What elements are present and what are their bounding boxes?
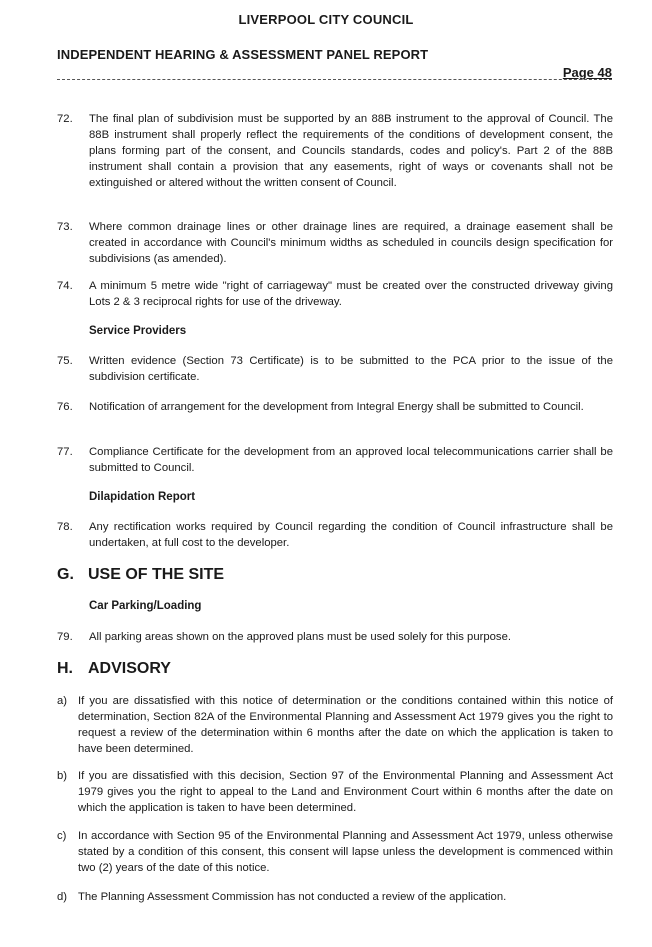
condition-74 <box>57 278 613 310</box>
advisory-label: b) <box>57 770 68 782</box>
condition-text: All parking areas shown on the approved plans must be used solely for this purpose. <box>89 631 511 643</box>
page-number: Page 48 <box>562 65 612 80</box>
condition-text: Any rectification works required by Council regarding the condition of Council infrastructure shall be undertaken, at full cost to the developer. <box>89 521 613 549</box>
condition-73 <box>57 219 613 267</box>
condition-number: 79. <box>57 631 73 643</box>
condition-77 <box>57 444 613 476</box>
council-name: LIVERPOOL CITY COUNCIL <box>238 12 414 27</box>
advisory-text: In accordance with Section 95 of the Environmental Planning and Assessment Act 1979, unless otherwise stated by a condition of this consent, this consent will lapse unless the development is commenced within two (2) years of the date of this notice. <box>78 830 613 874</box>
advisory-item-d <box>57 889 613 905</box>
condition-72 <box>57 111 613 191</box>
advisory-label: d) <box>57 891 68 903</box>
section-heading-advisory <box>57 659 171 679</box>
condition-text: Notification of arrangement for the development from Integral Energy shall be submitted to Council. <box>89 401 584 413</box>
condition-text: Written evidence (Section 73 Certificate) is to be submitted to the PCA prior to the issue of the subdivision certificate. <box>89 355 613 383</box>
report-title: INDEPENDENT HEARING & ASSESSMENT PANEL REPORT <box>57 47 429 62</box>
condition-number: 77. <box>57 446 73 458</box>
subheading-service-providers: Service Providers <box>89 325 187 337</box>
advisory-text: The Planning Assessment Commission has not conducted a review of the application. <box>78 891 507 903</box>
advisory-label: a) <box>57 695 68 707</box>
subheading-dilapidation-report: Dilapidation Report <box>89 491 196 503</box>
condition-number: 72. <box>57 113 73 125</box>
header-divider <box>57 79 612 80</box>
section-letter: G. <box>57 566 74 583</box>
condition-79 <box>57 629 613 645</box>
advisory-text: If you are dissatisfied with this notice of determination or the conditions contained within this notice of determination, Section 82A of the Environmental Planning and Assessment Act 1979 gives you the right to request a review of the determination within 6 months after the date on which the application is taken to have been determined. <box>78 695 613 755</box>
advisory-text: If you are dissatisfied with this decision, Section 97 of the Environmental Planning and Assessment Act 1979 gives you the right to appeal to the Land and Environment Court within 6 months after the date on which the application is taken to have been determined. <box>78 770 613 814</box>
advisory-item-b <box>57 768 613 816</box>
condition-text: Where common drainage lines or other drainage lines are required, a drainage easement shall be created in accordance with Council's minimum widths as scheduled in councils design specification for subdivisions (as amended). <box>89 221 613 265</box>
condition-76 <box>57 399 613 431</box>
advisory-item-a <box>57 693 613 757</box>
section-letter: H. <box>57 660 73 677</box>
condition-78 <box>57 519 613 551</box>
subheading-car-parking: Car Parking/Loading <box>89 600 202 612</box>
section-title: ADVISORY <box>88 660 171 677</box>
condition-75 <box>57 353 613 385</box>
section-title: USE OF THE SITE <box>88 566 225 583</box>
condition-number: 74. <box>57 280 73 292</box>
section-heading-use-of-site <box>57 565 224 585</box>
condition-text: The final plan of subdivision must be supported by an 88B instrument to the approval of Council. The 88B instrument shall properly reflect the requirements of the conditions of development consent, the plans forming part of the consent, and Councils standards, codes and policy's. Part 2 of the 88B instrument shall contain a provision that any easements, right of ways or covenants shall not be extinguished or altered without the written consent of Council. <box>89 113 613 189</box>
condition-number: 75. <box>57 355 73 367</box>
condition-number: 76. <box>57 401 73 413</box>
condition-number: 78. <box>57 521 73 533</box>
advisory-item-c <box>57 828 613 876</box>
condition-text: Compliance Certificate for the development from an approved local telecommunications carrier shall be submitted to Council. <box>89 446 613 474</box>
condition-text: A minimum 5 metre wide "right of carriageway" must be created over the constructed driveway giving Lots 2 & 3 reciprocal rights for use of the driveway. <box>89 280 613 308</box>
advisory-label: c) <box>57 830 67 842</box>
condition-number: 73. <box>57 221 73 233</box>
